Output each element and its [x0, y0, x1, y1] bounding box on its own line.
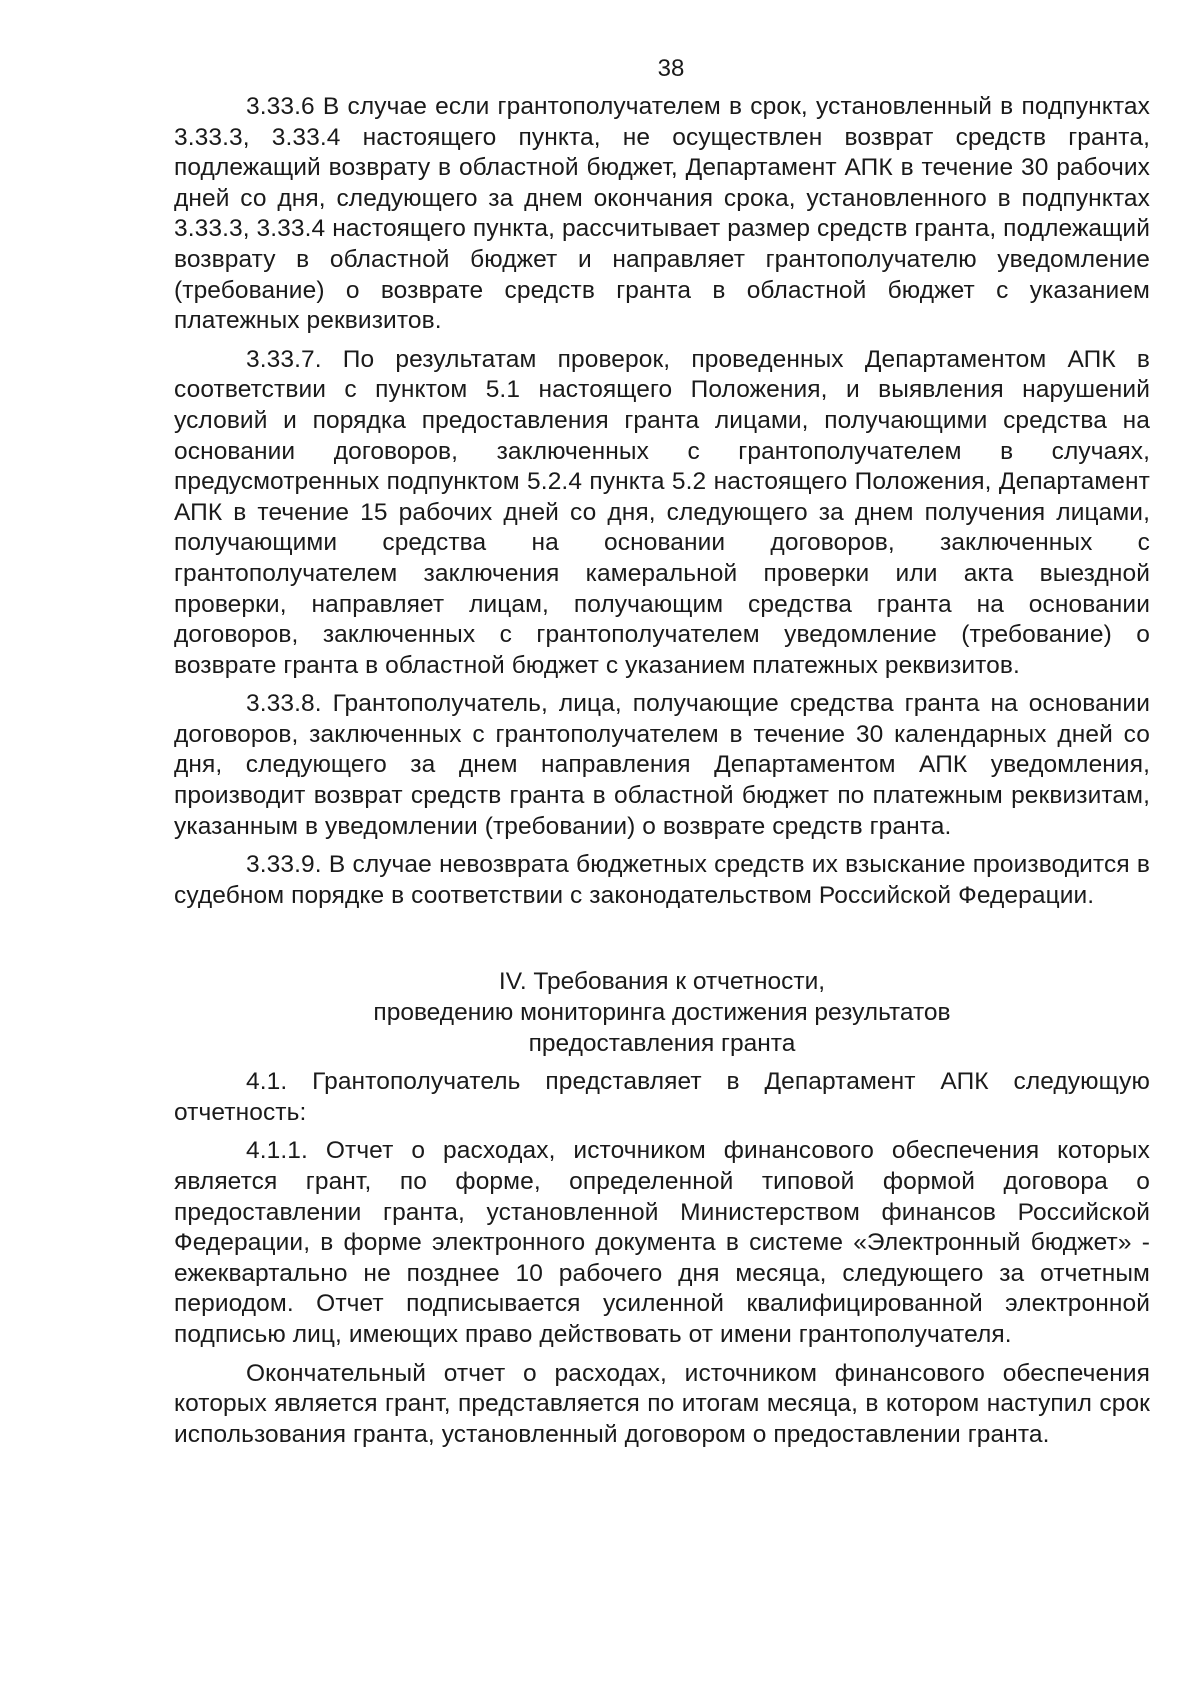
paragraph-4-1-1: 4.1.1. Отчет о расходах, источником финансового обеспечения которых является грант, по форме, определенной типовой формой договора о предоставлении гранта, установленной Министерством финансов Российской Федерации, в форме электронного документа в системе «Электронный бюджет» - ежеквартально не позднее 10 рабочего дня месяца, следующего за отчетным периодом. Отчет подписывается усиленной квалифицированной электронной подписью лиц, имеющих право действовать от имени грантополучателя. [174, 1137, 1150, 1348]
paragraph-4-1: 4.1. Грантополучатель представляет в Департамент АПК следующую отчетность: [174, 1068, 1150, 1126]
paragraph-3-33-9: 3.33.9. В случае невозврата бюджетных средств их взыскание производится в судебном порядке в соответствии с законодательством Российской Федерации. [174, 851, 1150, 909]
section-heading-line-2: проведению мониторинга достижения результатов [373, 999, 951, 1027]
document-page [174, 54, 1150, 1458]
section-heading-line-3: предоставления гранта [528, 1029, 796, 1057]
paragraph-3-33-6: 3.33.6 В случае если грантополучателем в срок, установленный в подпунктах 3.33.3, 3.33.4 настоящего пункта, не осуществлен возврат средств гранта, подлежащий возврату в областной бюджет, Департамент АПК в течение 30 рабочих дней со дня, следующего за днем окончания срока, установленного в подпунктах 3.33.3, 3.33.4 настоящего пункта, рассчитывает размер средств гранта, подлежащий возврату в областной бюджет и направляет грантополучателю уведомление (требование) о возврате средств гранта в областной бюджет с указанием платежных реквизитов. [174, 93, 1150, 335]
paragraph-3-33-7: 3.33.7. По результатам проверок, проведенных Департаментом АПК в соответствии с пунктом 5.1 настоящего Положения, и выявления нарушений условий и порядка предоставления гранта лицами, получающими средства на основании договоров, заключенных с грантополучателем в случаях, предусмотренных подпунктом 5.2.4 пункта 5.2 настоящего Положения, Департамент АПК в течение 15 рабочих дней со дня, следующего за днем получения лицами, получающими средства на основании договоров, заключенных с грантополучателем заключения камеральной проверки или акта выездной проверки, направляет лицам, получающим средства гранта на основании договоров, заключенных с грантополучателем уведомление (требование) о возврате гранта в областной бюджет с указанием платежных реквизитов. [174, 345, 1150, 679]
paragraph-final-report: Окончательный отчет о расходах, источником финансового обеспечения которых является грант, представляется по итогам месяца, в котором наступил срок использования гранта, установленный договором о предоставлении гранта. [174, 1359, 1150, 1448]
paragraph-3-33-8: 3.33.8. Грантополучатель, лица, получающие средства гранта на основании договоров, заключенных с грантополучателем в течение 30 календарных дней со дня, следующего за днем направления Департаментом АПК уведомления, производит возврат средств гранта в областной бюджет по платежным реквизитам, указанным в уведомлении (требовании) о возврате средств гранта. [174, 690, 1150, 840]
page-number: 38 [657, 55, 685, 82]
section-heading [174, 967, 1150, 1059]
section-heading-line-1: IV. Требования к отчетности, [498, 968, 826, 996]
